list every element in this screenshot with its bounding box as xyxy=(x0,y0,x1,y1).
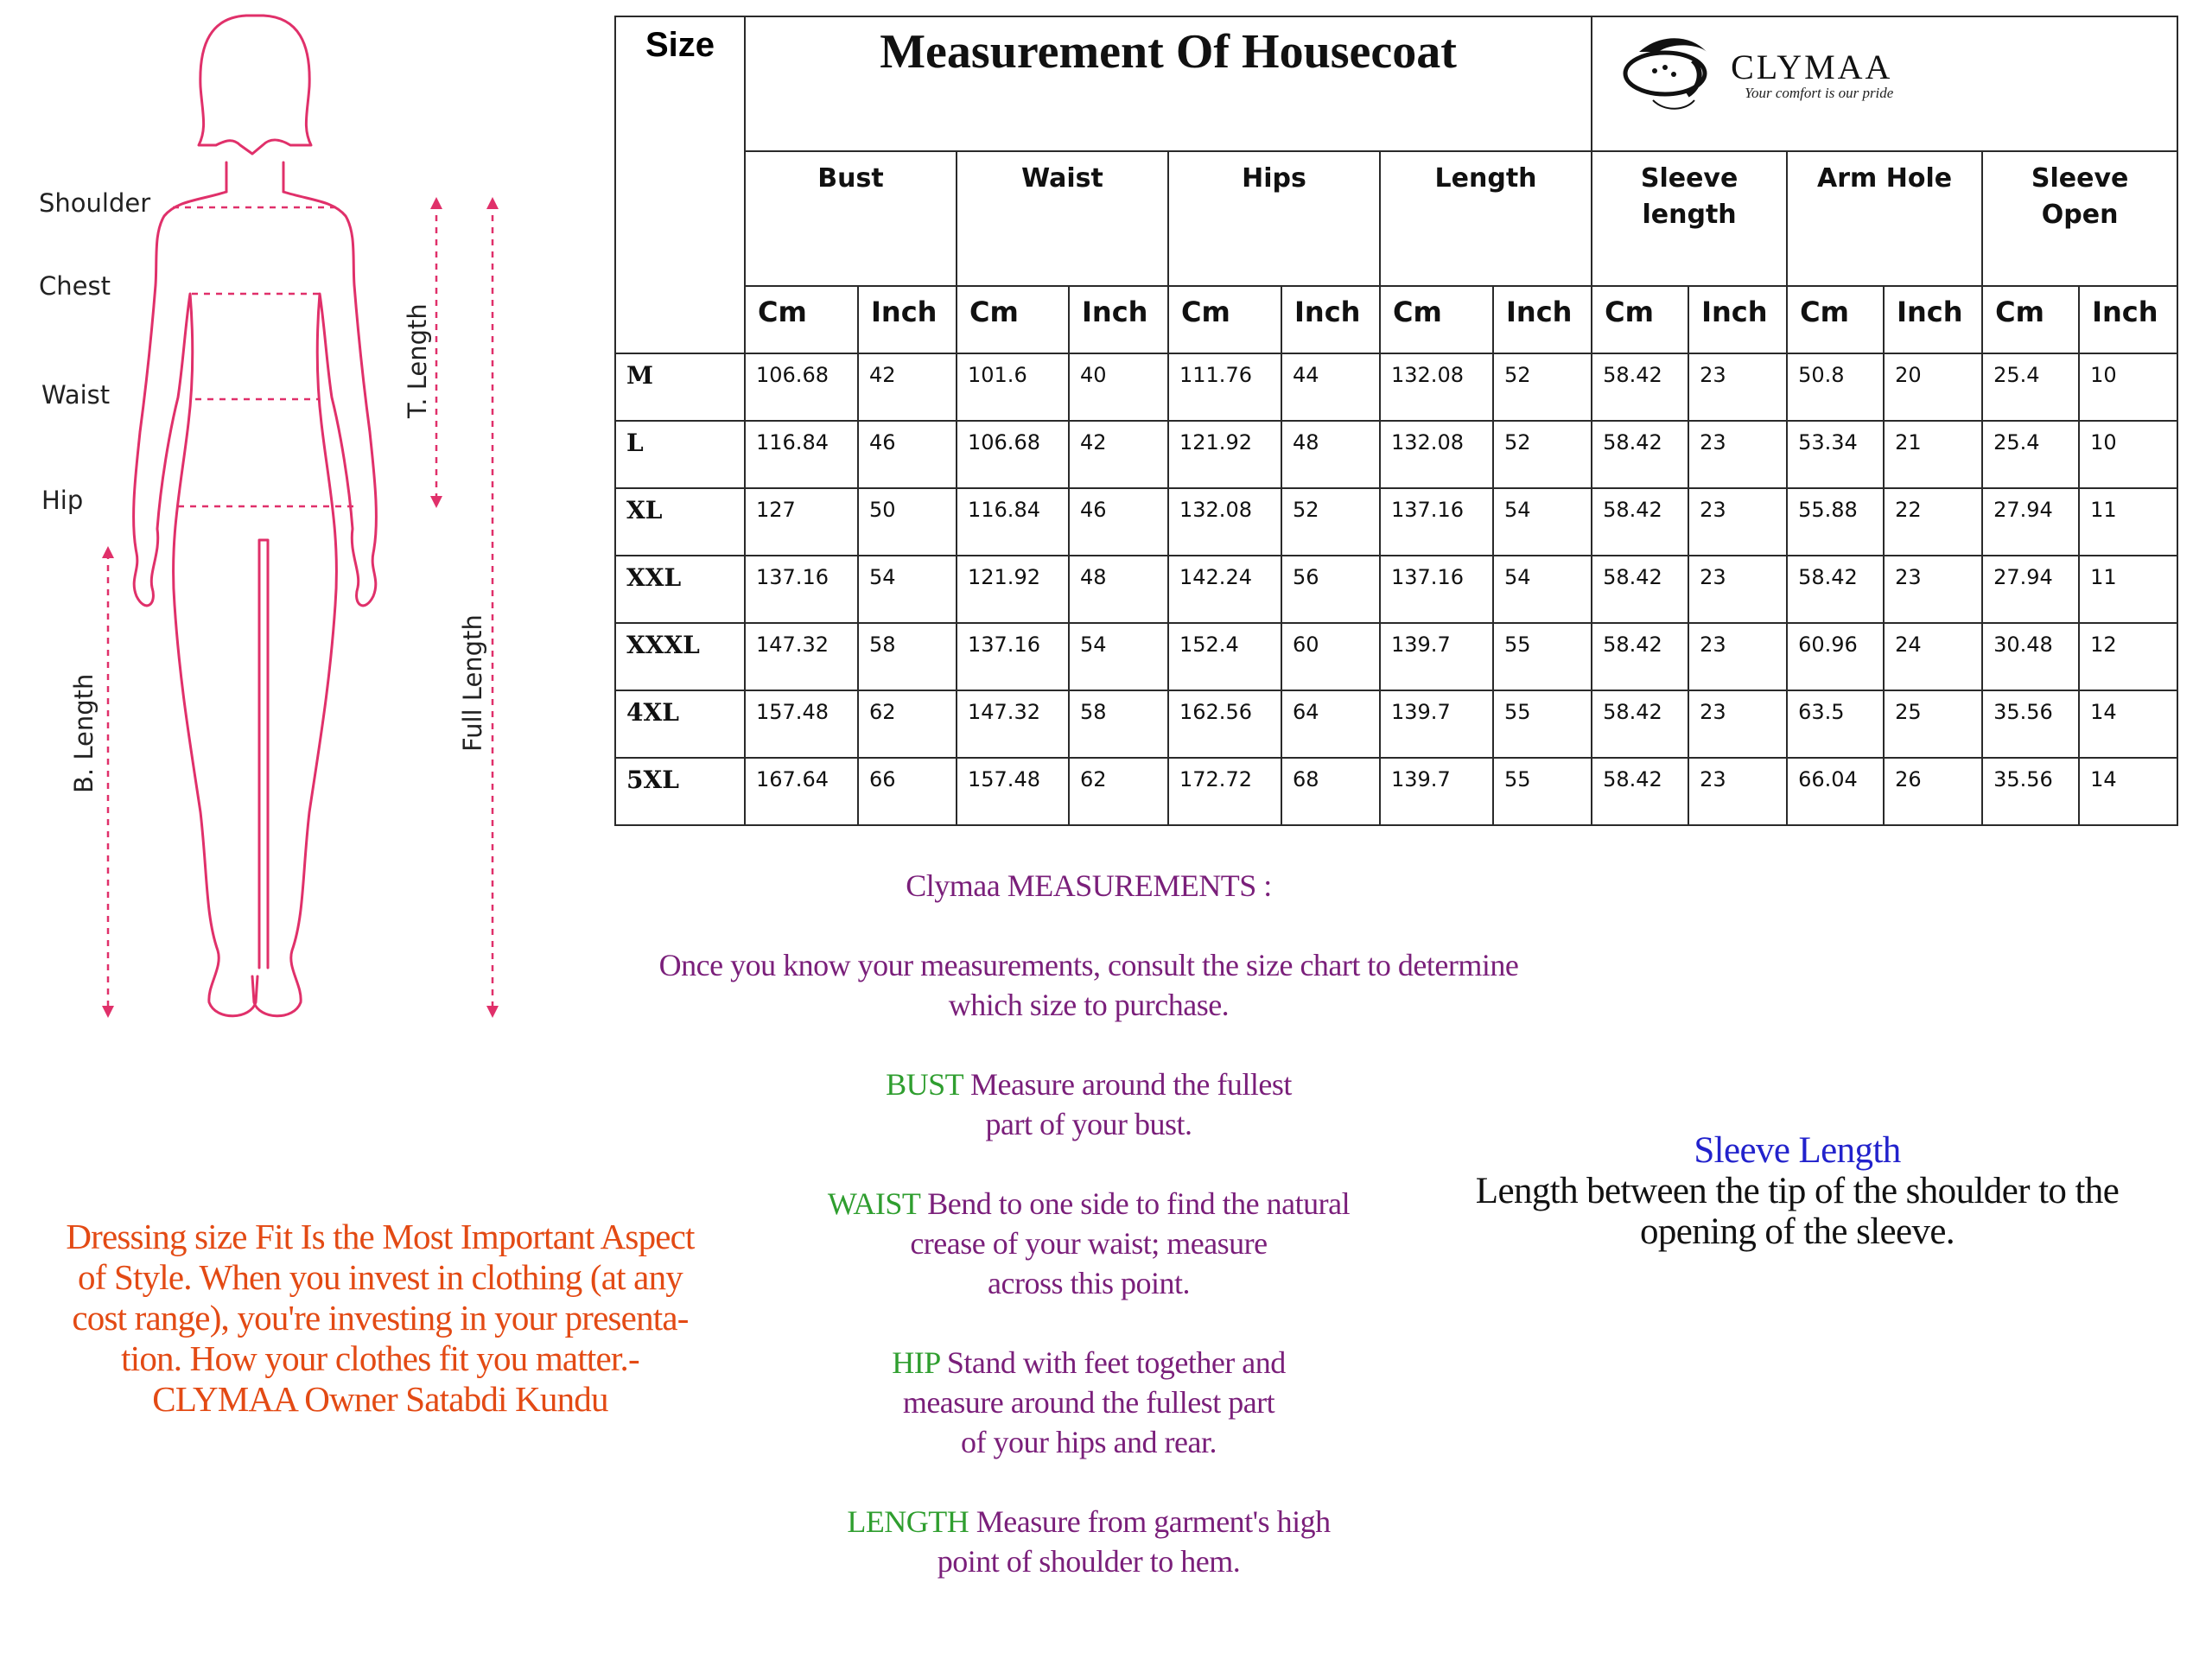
unit-row xyxy=(615,286,2177,353)
table-cell: 137.16 xyxy=(745,556,858,623)
size-label: 4XL xyxy=(615,690,745,758)
table-cell: 46 xyxy=(858,421,957,488)
unit-header: Inch xyxy=(1069,286,1168,353)
bust-header: Bust xyxy=(745,151,957,286)
guide-intro-2: which size to purchase. xyxy=(948,988,1230,1022)
unit-header: Cm xyxy=(957,286,1069,353)
length-text-2: point of shoulder to hem. xyxy=(937,1544,1241,1579)
table-cell: 26 xyxy=(1884,758,1982,825)
brand-name: CLYMAA xyxy=(1731,48,1893,86)
neck-outline xyxy=(226,162,283,192)
full-length-label: Full Length xyxy=(458,614,487,752)
table-title: Measurement Of Housecoat xyxy=(745,16,1592,151)
table-cell: 25.4 xyxy=(1982,353,2079,421)
quote-line-1: Dressing size Fit Is the Most Important Aspect xyxy=(66,1217,695,1256)
size-header: Size xyxy=(615,16,745,353)
table-cell: 58.42 xyxy=(1592,488,1688,556)
sleeve-length-header-text: Sleeve length xyxy=(1640,163,1738,230)
quote-line-2: of Style. When you invest in clothing (at any xyxy=(78,1257,683,1297)
arrowheads xyxy=(102,197,499,1018)
waist-label: Waist xyxy=(41,380,111,410)
table-cell: 157.48 xyxy=(745,690,858,758)
length-guide-label: LENGTH xyxy=(847,1504,969,1539)
table-cell: 30.48 xyxy=(1982,623,2079,690)
size-chart-table xyxy=(614,16,2178,826)
table-cell: 40 xyxy=(1069,353,1168,421)
table-cell: 53.34 xyxy=(1787,421,1884,488)
size-label: M xyxy=(615,353,745,421)
table-cell: 132.08 xyxy=(1168,488,1281,556)
sleeve-definition-line-2: opening of the sleeve. xyxy=(1639,1211,1955,1252)
table-cell: 23 xyxy=(1688,421,1787,488)
size-label: XL xyxy=(615,488,745,556)
table-cell: 23 xyxy=(1688,623,1787,690)
guide-length xyxy=(596,1502,1581,1541)
size-label: XXL xyxy=(615,556,745,623)
table-row xyxy=(615,488,2177,556)
size-label: 5XL xyxy=(615,758,745,825)
table-row xyxy=(615,353,2177,421)
table-cell: 137.16 xyxy=(957,623,1069,690)
left-body-outline xyxy=(134,192,257,1016)
guide-intro-1: Once you know your measurements, consult the size chart to determine xyxy=(658,948,1519,982)
table-cell: 24 xyxy=(1884,623,1982,690)
bust-text-2: part of your bust. xyxy=(985,1107,1192,1141)
table-cell: 137.16 xyxy=(1380,488,1493,556)
table-cell: 147.32 xyxy=(745,623,858,690)
table-cell: 23 xyxy=(1688,488,1787,556)
table-cell: 23 xyxy=(1884,556,1982,623)
table-cell: 11 xyxy=(2079,488,2177,556)
quote-line-5: CLYMAA Owner Satabdi Kundu xyxy=(152,1379,608,1419)
sleeve-length-definition xyxy=(1426,1130,2169,1252)
table-cell: 54 xyxy=(1069,623,1168,690)
table-cell: 68 xyxy=(1281,758,1380,825)
table-cell: 132.08 xyxy=(1380,353,1493,421)
table-cell: 55 xyxy=(1493,623,1592,690)
size-label: XXXL xyxy=(615,623,745,690)
table-cell: 23 xyxy=(1688,556,1787,623)
table-cell: 58 xyxy=(1069,690,1168,758)
bust-label: BUST xyxy=(886,1067,963,1102)
table-cell: 101.6 xyxy=(957,353,1069,421)
table-cell: 52 xyxy=(1493,421,1592,488)
table-cell: 106.68 xyxy=(957,421,1069,488)
unit-header: Cm xyxy=(1787,286,1884,353)
table-cell: 21 xyxy=(1884,421,1982,488)
table-cell: 139.7 xyxy=(1380,623,1493,690)
unit-header: Cm xyxy=(1982,286,2079,353)
table-row xyxy=(615,421,2177,488)
table-cell: 52 xyxy=(1281,488,1380,556)
bust-text: Measure around the fullest xyxy=(963,1067,1292,1102)
size-label: L xyxy=(615,421,745,488)
table-cell: 22 xyxy=(1884,488,1982,556)
hip-label: Hip xyxy=(41,486,84,515)
unit-header: Cm xyxy=(1592,286,1688,353)
table-cell: 23 xyxy=(1688,690,1787,758)
guide-bust xyxy=(596,1065,1581,1104)
unit-header: Inch xyxy=(1281,286,1380,353)
table-cell: 66 xyxy=(858,758,957,825)
arm-hole-header: Arm Hole xyxy=(1787,151,1982,286)
table-cell: 54 xyxy=(1493,556,1592,623)
table-cell: 116.84 xyxy=(745,421,858,488)
length-text: Measure from garment's high xyxy=(969,1504,1331,1539)
table-cell: 10 xyxy=(2079,353,2177,421)
table-row xyxy=(615,690,2177,758)
table-cell: 58.42 xyxy=(1592,623,1688,690)
table-cell: 23 xyxy=(1688,353,1787,421)
length-header: Length xyxy=(1380,151,1592,286)
table-cell: 10 xyxy=(2079,421,2177,488)
table-row xyxy=(615,758,2177,825)
table-cell: 127 xyxy=(745,488,858,556)
table-cell: 56 xyxy=(1281,556,1380,623)
hip-text: Stand with feet together and xyxy=(939,1345,1286,1380)
hip-guide-label: HIP xyxy=(892,1345,940,1380)
table-cell: 54 xyxy=(858,556,957,623)
table-cell: 111.76 xyxy=(1168,353,1281,421)
table-cell: 11 xyxy=(2079,556,2177,623)
table-cell: 27.94 xyxy=(1982,488,2079,556)
shoulder-label: Shoulder xyxy=(39,188,151,218)
table-cell: 137.16 xyxy=(1380,556,1493,623)
table-cell: 157.48 xyxy=(957,758,1069,825)
table-cell: 58.42 xyxy=(1592,421,1688,488)
unit-header: Cm xyxy=(1168,286,1281,353)
quote-line-3: cost range), you're investing in your presenta- xyxy=(72,1298,689,1338)
b-length-label: B. Length xyxy=(69,673,99,793)
table-cell: 116.84 xyxy=(957,488,1069,556)
table-cell: 121.92 xyxy=(1168,421,1281,488)
table-cell: 162.56 xyxy=(1168,690,1281,758)
table-row xyxy=(615,556,2177,623)
chest-label: Chest xyxy=(39,271,111,301)
hips-header: Hips xyxy=(1168,151,1380,286)
table-cell: 23 xyxy=(1688,758,1787,825)
table-cell: 48 xyxy=(1281,421,1380,488)
sleeve-definition-title: Sleeve Length xyxy=(1694,1130,1901,1171)
unit-header: Inch xyxy=(1688,286,1787,353)
table-cell: 58.42 xyxy=(1592,353,1688,421)
table-cell: 54 xyxy=(1493,488,1592,556)
table-cell: 121.92 xyxy=(957,556,1069,623)
table-cell: 55 xyxy=(1493,690,1592,758)
hip-text-3: of your hips and rear. xyxy=(961,1425,1217,1459)
unit-header: Cm xyxy=(745,286,858,353)
leg-gap xyxy=(259,540,268,968)
table-cell: 60 xyxy=(1281,623,1380,690)
size-rows xyxy=(615,353,2177,825)
table-cell: 58.42 xyxy=(1592,758,1688,825)
table-cell: 139.7 xyxy=(1380,758,1493,825)
sleeve-open-header-text: Sleeve Open xyxy=(2031,163,2129,230)
table-cell: 35.56 xyxy=(1982,758,2079,825)
table-cell: 58.42 xyxy=(1787,556,1884,623)
quote-line-4: tion. How your clothes fit you matter.- xyxy=(121,1338,639,1378)
unit-header: Inch xyxy=(1493,286,1592,353)
table-cell: 52 xyxy=(1493,353,1592,421)
table-cell: 58.42 xyxy=(1592,690,1688,758)
hip-text-2: measure around the fullest part xyxy=(902,1385,1275,1420)
guide-heading: Clymaa MEASUREMENTS : xyxy=(906,868,1272,903)
waist-header: Waist xyxy=(957,151,1168,286)
table-cell: 58 xyxy=(858,623,957,690)
table-cell: 46 xyxy=(1069,488,1168,556)
body-outline-diagram xyxy=(0,0,605,1071)
table-cell: 63.5 xyxy=(1787,690,1884,758)
sleeve-length-header xyxy=(1592,151,1787,286)
table-cell: 62 xyxy=(1069,758,1168,825)
owner-quote xyxy=(9,1217,752,1420)
table-cell: 50 xyxy=(858,488,957,556)
table-cell: 55 xyxy=(1493,758,1592,825)
sleeve-open-header xyxy=(1982,151,2177,286)
table-cell: 58.42 xyxy=(1592,556,1688,623)
table-cell: 42 xyxy=(1069,421,1168,488)
table-cell: 14 xyxy=(2079,758,2177,825)
table-cell: 42 xyxy=(858,353,957,421)
table-cell: 14 xyxy=(2079,690,2177,758)
unit-header: Cm xyxy=(1380,286,1493,353)
waist-text: Bend to one side to find the natural xyxy=(919,1186,1351,1221)
table-cell: 44 xyxy=(1281,353,1380,421)
table-cell: 12 xyxy=(2079,623,2177,690)
table-cell: 132.08 xyxy=(1380,421,1493,488)
table-row xyxy=(615,623,2177,690)
table-cell: 48 xyxy=(1069,556,1168,623)
unit-header: Inch xyxy=(858,286,957,353)
brand-tagline: Your comfort is our pride xyxy=(1745,85,1894,101)
t-length-label: T. Length xyxy=(403,303,432,418)
right-body-outline xyxy=(252,192,376,1016)
waist-guide-label: WAIST xyxy=(827,1186,920,1221)
unit-header: Inch xyxy=(2079,286,2177,353)
table-cell: 55.88 xyxy=(1787,488,1884,556)
head-outline xyxy=(199,16,311,154)
sleeve-definition-line-1: Length between the tip of the shoulder to the xyxy=(1475,1171,2120,1211)
table-cell: 62 xyxy=(858,690,957,758)
unit-header: Inch xyxy=(1884,286,1982,353)
table-cell: 152.4 xyxy=(1168,623,1281,690)
table-cell: 27.94 xyxy=(1982,556,2079,623)
table-cell: 60.96 xyxy=(1787,623,1884,690)
table-cell: 50.8 xyxy=(1787,353,1884,421)
table-cell: 142.24 xyxy=(1168,556,1281,623)
waist-text-2: crease of your waist; measure xyxy=(910,1226,1268,1261)
table-cell: 147.32 xyxy=(957,690,1069,758)
table-cell: 35.56 xyxy=(1982,690,2079,758)
table-cell: 25 xyxy=(1884,690,1982,758)
table-cell: 106.68 xyxy=(745,353,858,421)
table-cell: 167.64 xyxy=(745,758,858,825)
table-cell: 20 xyxy=(1884,353,1982,421)
body-measurement-figure xyxy=(0,0,605,1071)
waist-text-3: across this point. xyxy=(988,1266,1190,1300)
table-cell: 172.72 xyxy=(1168,758,1281,825)
table-cell: 66.04 xyxy=(1787,758,1884,825)
table-cell: 25.4 xyxy=(1982,421,2079,488)
brand-logo-cell xyxy=(1592,16,2177,151)
table-cell: 64 xyxy=(1281,690,1380,758)
table-cell: 139.7 xyxy=(1380,690,1493,758)
